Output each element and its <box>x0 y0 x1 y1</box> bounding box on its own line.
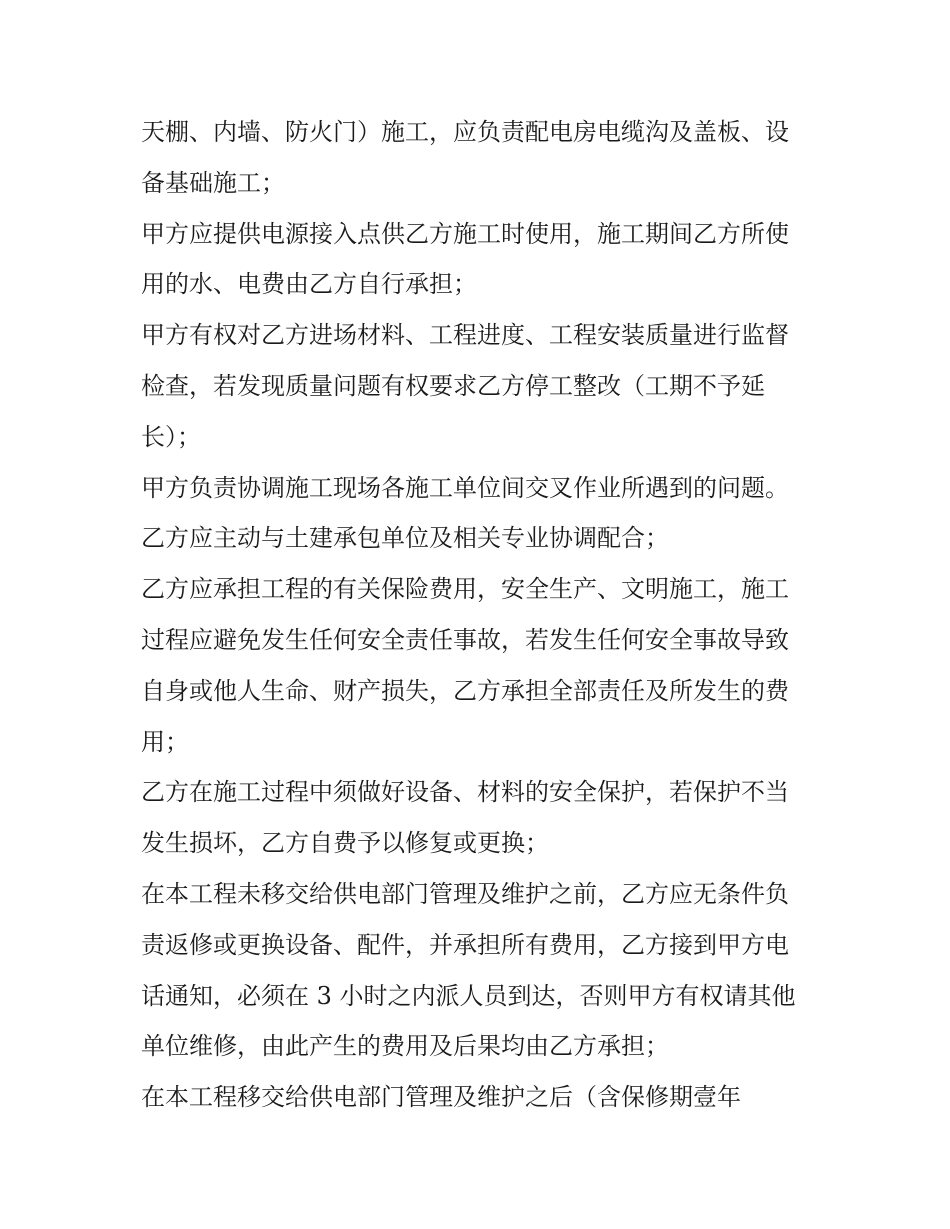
text-line: 话通知，必须在 3 小时之内派人员到达，否则甲方有权请其他 <box>141 981 796 1010</box>
text-line: 天棚、内墙、防火门）施工，应负责配电房电缆沟及盖板、设 <box>141 118 789 146</box>
text-line: 用的水、电费由乙方自行承担； <box>141 270 477 299</box>
text-line: 用； <box>141 727 189 756</box>
document-body <box>141 107 821 1123</box>
text-line: 自身或他人生命、财产损失，乙方承担全部责任及所发生的费 <box>141 676 789 705</box>
text-line: 过程应避免发生任何安全责任事故，若发生任何安全事故导致 <box>141 625 789 654</box>
text-line: 甲方有权对乙方进场材料、工程进度、工程安装质量进行监督 <box>141 321 789 350</box>
text-line: 在本工程未移交给供电部门管理及维护之前，乙方应无条件负 <box>141 879 789 908</box>
text-line: 检查，若发现质量问题有权要求乙方停工整改（工期不予延 <box>141 371 765 400</box>
text-line: 甲方负责协调施工现场各施工单位间交叉作业所遇到的问题。 <box>141 473 789 502</box>
text-line: 乙方应承担工程的有关保险费用，安全生产、文明施工，施工 <box>141 575 789 604</box>
text-line: 备基础施工； <box>141 168 285 197</box>
text-line: 在本工程移交给供电部门管理及维护之后（含保修期壹年 <box>141 1083 741 1112</box>
text-line: 乙方在施工过程中须做好设备、材料的安全保护，若保护不当 <box>141 778 789 807</box>
text-line: 乙方应主动与土建承包单位及相关专业协调配合； <box>141 524 669 553</box>
text-line: 甲方应提供电源接入点供乙方施工时使用，施工期间乙方所使 <box>141 219 789 248</box>
text-line: 长）； <box>141 422 201 451</box>
text-line: 发生损坏，乙方自费予以修复或更换； <box>141 829 549 858</box>
text-line: 单位维修，由此产生的费用及后果均由乙方承担； <box>141 1032 669 1061</box>
text-line: 责返修或更换设备、配件，并承担所有费用，乙方接到甲方电 <box>141 930 789 959</box>
